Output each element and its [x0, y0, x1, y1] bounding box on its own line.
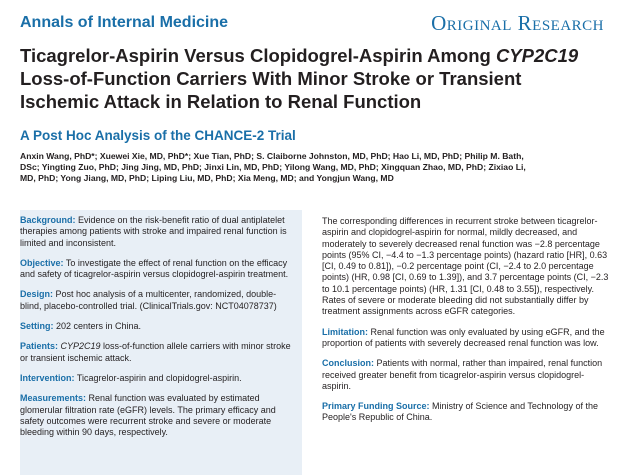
- limitation-label: Limitation:: [322, 326, 368, 337]
- article-type-label: Original Research: [431, 11, 604, 35]
- funding-text: Ministry of Science and Technology of the People's Republic of China.: [322, 401, 598, 423]
- abstract-background: [20, 215, 296, 249]
- article-subtitle: A Post Hoc Analysis of the CHANCE-2 Trial: [20, 128, 296, 143]
- article-title: [20, 44, 605, 113]
- intervention-label: Intervention:: [20, 372, 75, 383]
- abstract-measurements: [20, 393, 296, 438]
- objective-label: Objective:: [20, 257, 64, 268]
- abstract-intervention: [20, 373, 296, 384]
- abstract-patients: [20, 341, 296, 364]
- abstract-funding: [322, 401, 612, 424]
- abstract-objective: [20, 258, 296, 281]
- limitation-text: Renal function was only evaluated by using eGFR, and the proportion of patients with severely decreased renal function was low.: [322, 326, 605, 348]
- background-label: Background:: [20, 215, 76, 225]
- objective-text: To investigate the effect of renal function on the efficacy and safety of ticagrelor-aspirin versus clopidogrel-aspirin treatment.: [20, 257, 289, 280]
- patients-text: loss-of-function allele carriers with minor stroke or transient ischemic attack.: [20, 341, 291, 363]
- abstract-left-column: [20, 210, 302, 475]
- setting-text: 202 centers in China.: [53, 321, 142, 332]
- abstract-design: [20, 289, 296, 312]
- measurements-text: Renal function was evaluated by estimated glomerular filtration rate (eGFR) levels. The primary efficacy and safety outcomes were recurrent stroke and severe or moderate bleeding within 90 days, respectively.: [20, 393, 276, 438]
- title-part-1: Ticagrelor-Aspirin Versus Clopidogrel-Aspirin Among: [20, 45, 496, 66]
- setting-label: Setting:: [20, 321, 54, 332]
- design-label: Design:: [20, 289, 54, 300]
- conclusion-text: Patients with normal, rather than impaired, renal function received greater benefit from ticagrelor-aspirin versus clopidogrel-aspirin.: [322, 358, 603, 391]
- journal-name: Annals of Internal Medicine: [20, 14, 229, 31]
- funding-label: Primary Funding Source:: [322, 401, 430, 412]
- title-part-2: Loss-of-Function Carriers With Minor Stroke or Transient Ischemic Attack in Relation to Renal Function: [20, 68, 522, 112]
- title-gene: CYP2C19: [495, 45, 579, 66]
- background-text: Evidence on the risk-benefit ratio of dual antiplatelet therapies among patients with stroke and impaired renal function is limited and inconsistent.: [20, 215, 287, 248]
- abstract-limitation: [322, 327, 612, 350]
- abstract-results-continued: The corresponding differences in recurrent stroke between ticagrelor-aspirin and clopidogrel-aspirin for normal, mildly decreased, and moderately to severely decreased renal function was −2.8 percentage points (95% CI, −4.4 to −1.3 percentage points) (hazard ratio [HR], 0.63 [CI, 0.49 to 0.81]), −0.2 percentage point (CI, −2.4 to 2.0 percentage points) (HR, 0.98 [CI, 0.69 to 1.39]), and 3.7 percentage points (CI, −2.3 to 10.1 percentage points) (HR, 1.31 [CI, 0.48 to 3.55]), respectively. Rates of severe or moderate bleeding did not substantially differ by treatment assignments across eGFR categories.: [322, 216, 609, 317]
- author-list: Anxin Wang, PhD*; Xuewei Xie, MD, PhD*; Xue Tian, PhD; S. Claiborne Johnston, MD, PhD; Hao Li, MD, PhD; Philip M. Bath, DSc; Yingting Zuo, PhD; Jing Jing, MD, PhD; Jinxi Lin, MD, PhD; Yilong Wang, MD, PhD; Xingquan Zhao, MD, PhD; Zixiao Li, MD, PhD; Yong Jiang, MD, PhD; Liping Liu, MD, PhD; Xia Meng, MD; and Yongjun Wang, MD: [20, 151, 526, 184]
- conclusion-label: Conclusion:: [322, 358, 374, 369]
- patients-gene: CYP2C19: [58, 341, 101, 352]
- abstract-right-column: [322, 216, 612, 433]
- design-text: Post hoc analysis of a multicenter, randomized, double-blind, placebo-controlled trial. (ClinicalTrials.gov: NCT04078737): [20, 289, 277, 311]
- intervention-text: Ticagrelor-aspirin and clopidogrel-aspirin.: [74, 372, 242, 383]
- abstract-setting: [20, 321, 296, 332]
- abstract-conclusion: [322, 358, 612, 392]
- measurements-label: Measurements:: [20, 393, 87, 404]
- patients-label: Patients:: [20, 341, 59, 352]
